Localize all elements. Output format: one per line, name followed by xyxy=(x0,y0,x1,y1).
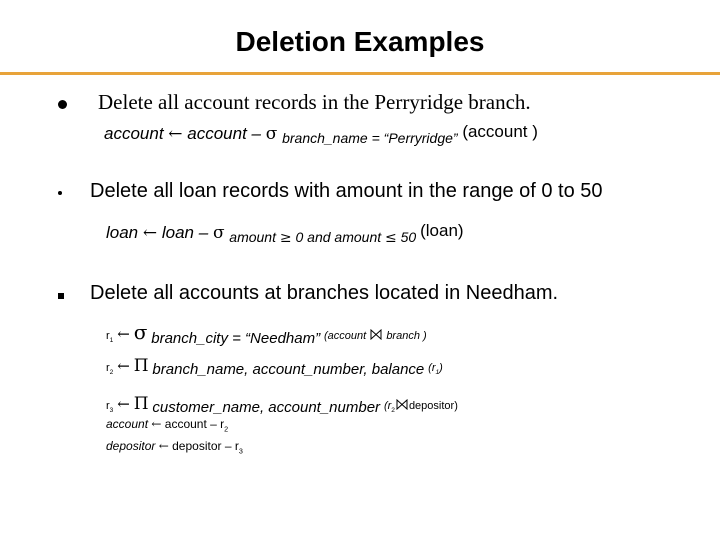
account-update-statement xyxy=(106,417,229,434)
bullet-square-icon xyxy=(58,293,64,299)
expr-argument: (account ) xyxy=(462,122,538,141)
natural-join-icon xyxy=(370,329,382,340)
join-left: (account xyxy=(323,330,367,342)
select-sigma: σ xyxy=(212,223,225,243)
expr-relation: account xyxy=(187,124,247,143)
stmt5-sub: 3 xyxy=(238,446,243,456)
minus-sign: – xyxy=(251,124,262,143)
title-divider xyxy=(0,72,720,75)
r2-sub: 2 xyxy=(109,369,114,377)
project-pi: Π xyxy=(133,356,149,376)
bullet-dot-icon xyxy=(58,191,62,195)
assign-arrow: ← xyxy=(117,395,130,413)
assign-arrow: ← xyxy=(158,439,169,453)
r3-arg-open: (r xyxy=(383,400,392,412)
bullet-round-icon xyxy=(58,100,67,109)
select-sigma: σ xyxy=(265,124,278,144)
assign-arrow: ← xyxy=(117,325,130,343)
r2-arg-sub: 1 xyxy=(435,369,440,377)
depositor-update-statement xyxy=(106,439,243,456)
stmt4-lhs: account xyxy=(106,417,149,431)
select-condition: branch_name = “Perryridge” xyxy=(282,130,458,146)
expr-lhs: loan xyxy=(106,223,139,242)
ge-sign: ≥ xyxy=(279,230,292,246)
r1-name: r xyxy=(106,330,110,342)
assign-arrow: ← xyxy=(168,124,183,144)
stmt5-rhs: depositor – r xyxy=(172,439,239,453)
r1-statement xyxy=(106,320,427,347)
r2-statement xyxy=(106,356,443,378)
expr-argument: (loan) xyxy=(420,221,464,240)
condition-part-c: 50 xyxy=(400,229,417,245)
stmt5-lhs: depositor xyxy=(106,439,156,453)
item1-text: Delete all account records in the Perryridge branch. xyxy=(98,90,531,114)
select-condition: branch_city = “Needham” xyxy=(151,330,321,347)
condition-part-b: 0 and amount xyxy=(295,229,382,245)
item2-expression xyxy=(106,221,464,246)
assign-arrow: ← xyxy=(142,223,158,243)
slide-title: Deletion Examples xyxy=(235,26,485,57)
r2-name: r xyxy=(106,362,110,374)
r3-statement xyxy=(106,394,458,416)
minus-sign: – xyxy=(198,223,209,242)
le-sign: ≤ xyxy=(385,230,397,246)
item3-text: Delete all accounts at branches located in Needham. xyxy=(90,282,559,304)
project-attributes: branch_name, account_number, balance xyxy=(152,361,425,378)
project-attributes: customer_name, account_number xyxy=(152,399,381,416)
r3-arg-sub: 2 xyxy=(391,407,395,415)
select-sigma: σ xyxy=(133,320,148,344)
r2-arg-open: (r xyxy=(428,362,436,374)
condition-part-a: amount xyxy=(229,229,276,245)
stmt4-rhs: account – r xyxy=(164,417,225,431)
assign-arrow: ← xyxy=(117,357,130,375)
r3-arg-close: depositor) xyxy=(408,400,458,412)
item1-expression xyxy=(104,122,538,146)
r1-sub: 1 xyxy=(109,337,114,345)
expr-relation: loan xyxy=(161,223,194,242)
assign-arrow: ← xyxy=(151,417,162,431)
r3-name: r xyxy=(106,400,110,412)
natural-join-icon xyxy=(396,399,408,410)
item2-text: Delete all loan records with amount in the range of 0 to 50 xyxy=(90,180,603,202)
expr-lhs: account xyxy=(104,124,164,143)
stmt4-sub: 2 xyxy=(224,424,229,434)
project-pi: Π xyxy=(133,394,149,414)
r3-sub: 3 xyxy=(109,407,114,415)
join-right: branch ) xyxy=(386,330,427,342)
r2-arg-close: ) xyxy=(439,362,443,374)
